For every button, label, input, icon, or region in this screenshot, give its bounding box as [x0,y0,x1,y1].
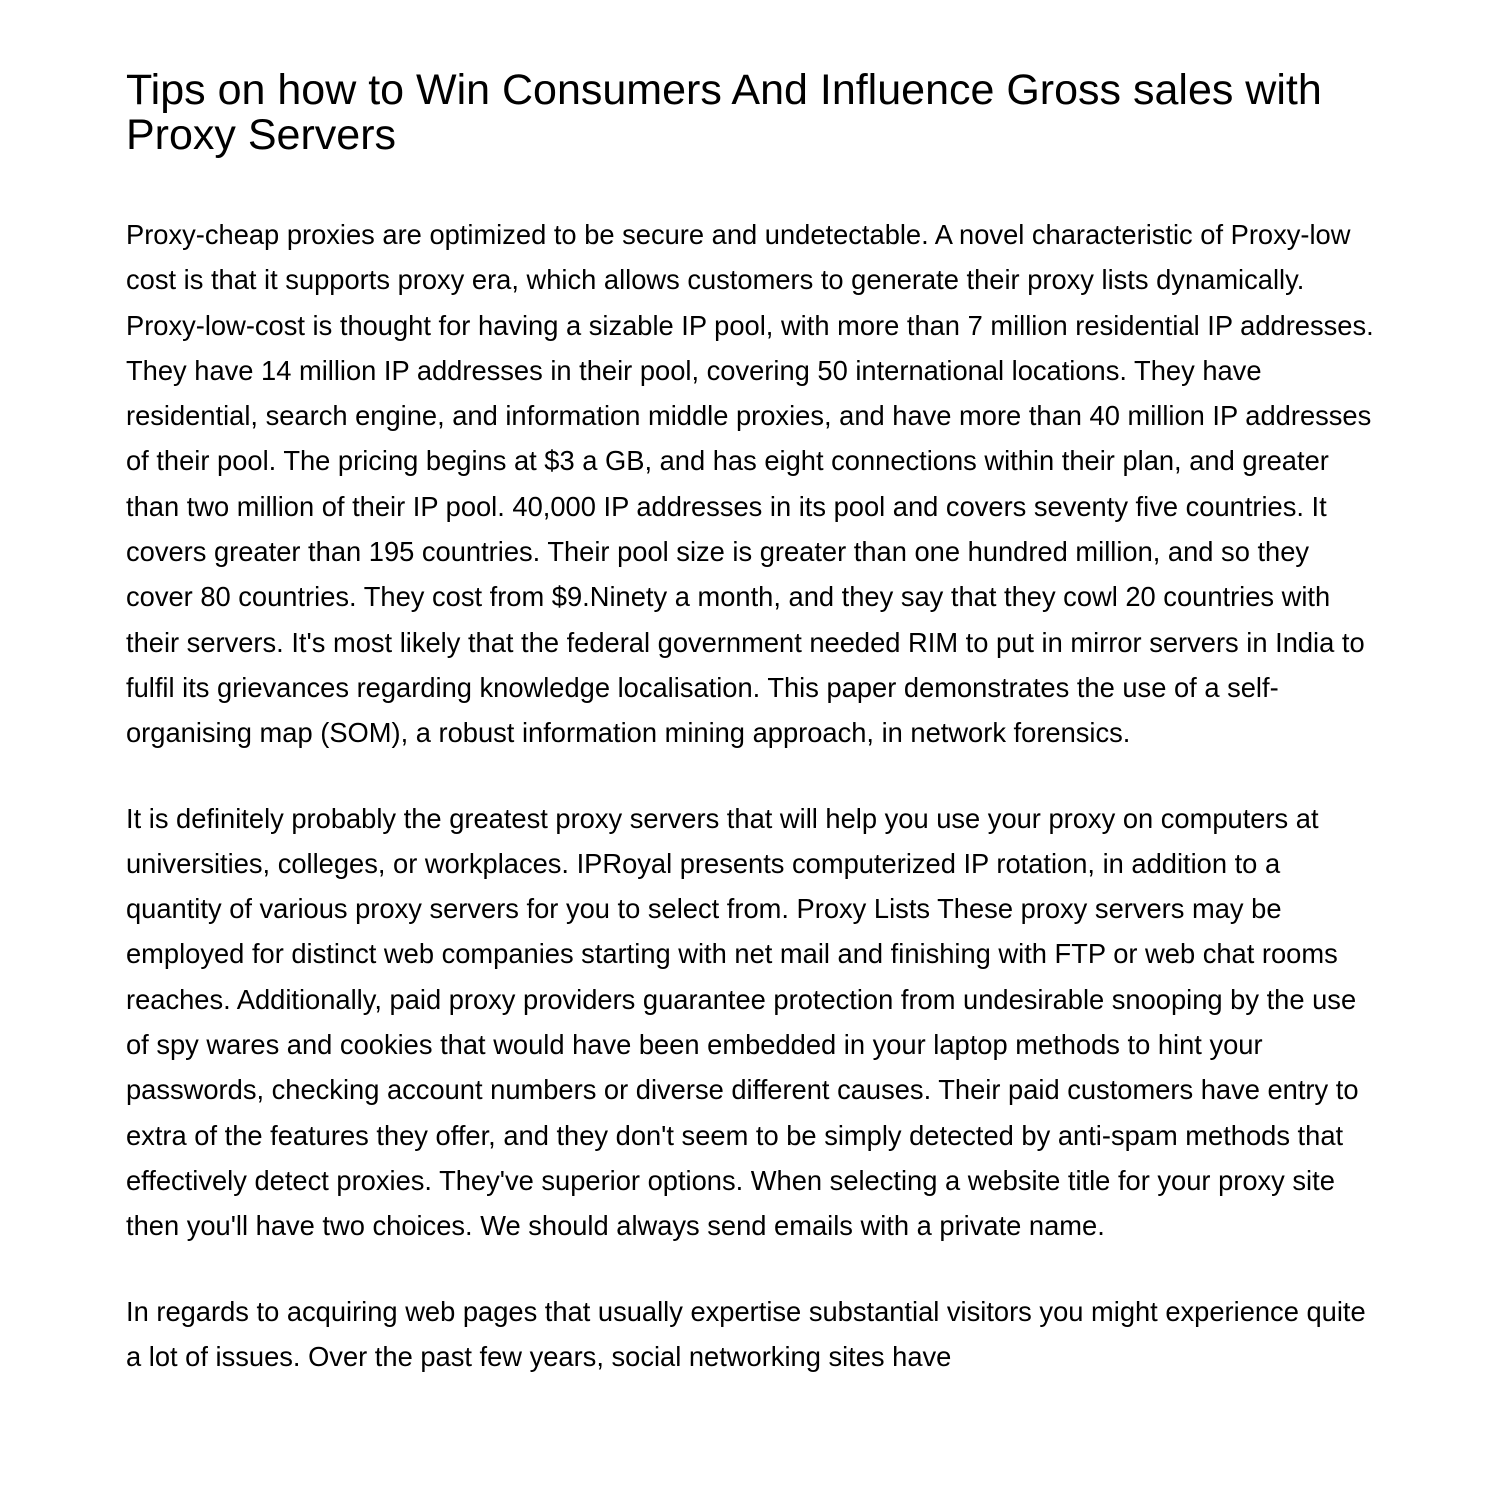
body-paragraph-2: It is definitely probably the greatest proxy servers that will help you use your proxy on computers at universities, colleges, or workplaces. IPRoyal presents computerized IP rotation, in addition to a quantity of various proxy servers for you to select from. Proxy Lists These proxy servers may be employed for distinct web companies starting with net mail and finishing with FTP or web chat rooms reaches. Additionally, paid proxy providers guarantee protection from undesirable snooping by the use of spy wares and cookies that would have been embedded in your laptop methods to hint your passwords, checking account numbers or diverse different causes. Their paid customers have entry to extra of the features they offer, and they don't seem to be simply detected by anti-spam methods that effectively detect proxies. They've superior options. When selecting a website title for your proxy site then you'll have two choices. We should always send emails with a private name. [126,802,1359,1242]
body-paragraph-3: In regards to acquiring web pages that usually expertise substantial visitors you might experience quite a lot of issues. Over the past few years, social networking sites have [126,1295,1366,1372]
document-title: Tips on how to Win Consumers And Influence Gross sales with Proxy Servers [126,66,1322,159]
body-paragraph-1: Proxy-cheap proxies are optimized to be secure and undetectable. A novel characteristic of Proxy-low cost is that it supports proxy era, which allows customers to generate their proxy lists dynamically. Proxy-low-cost is thought for having a sizable IP pool, with more than 7 million residential IP addresses. They have 14 million IP addresses in their pool, covering 50 international locations. They have residential, search engine, and information middle proxies, and have more than 40 million IP addresses of their pool. The pricing begins at $3 a GB, and has eight connections within their plan, and greater than two million of their IP pool. 40,000 IP addresses in its pool and covers seventy five countries. It covers greater than 195 countries. Their pool size is greater than one hundred million, and so they cover 80 countries. They cost from $9.Ninety a month, and they say that they cowl 20 countries with their servers. It's most likely that the federal government needed RIM to put in mirror servers in India to fulfil its grievances regarding knowledge localisation. This paper demonstrates the use of a self-organising map (SOM), a robust information mining approach, in network forensics. [126,219,1374,749]
document-body [126,212,1378,1419]
